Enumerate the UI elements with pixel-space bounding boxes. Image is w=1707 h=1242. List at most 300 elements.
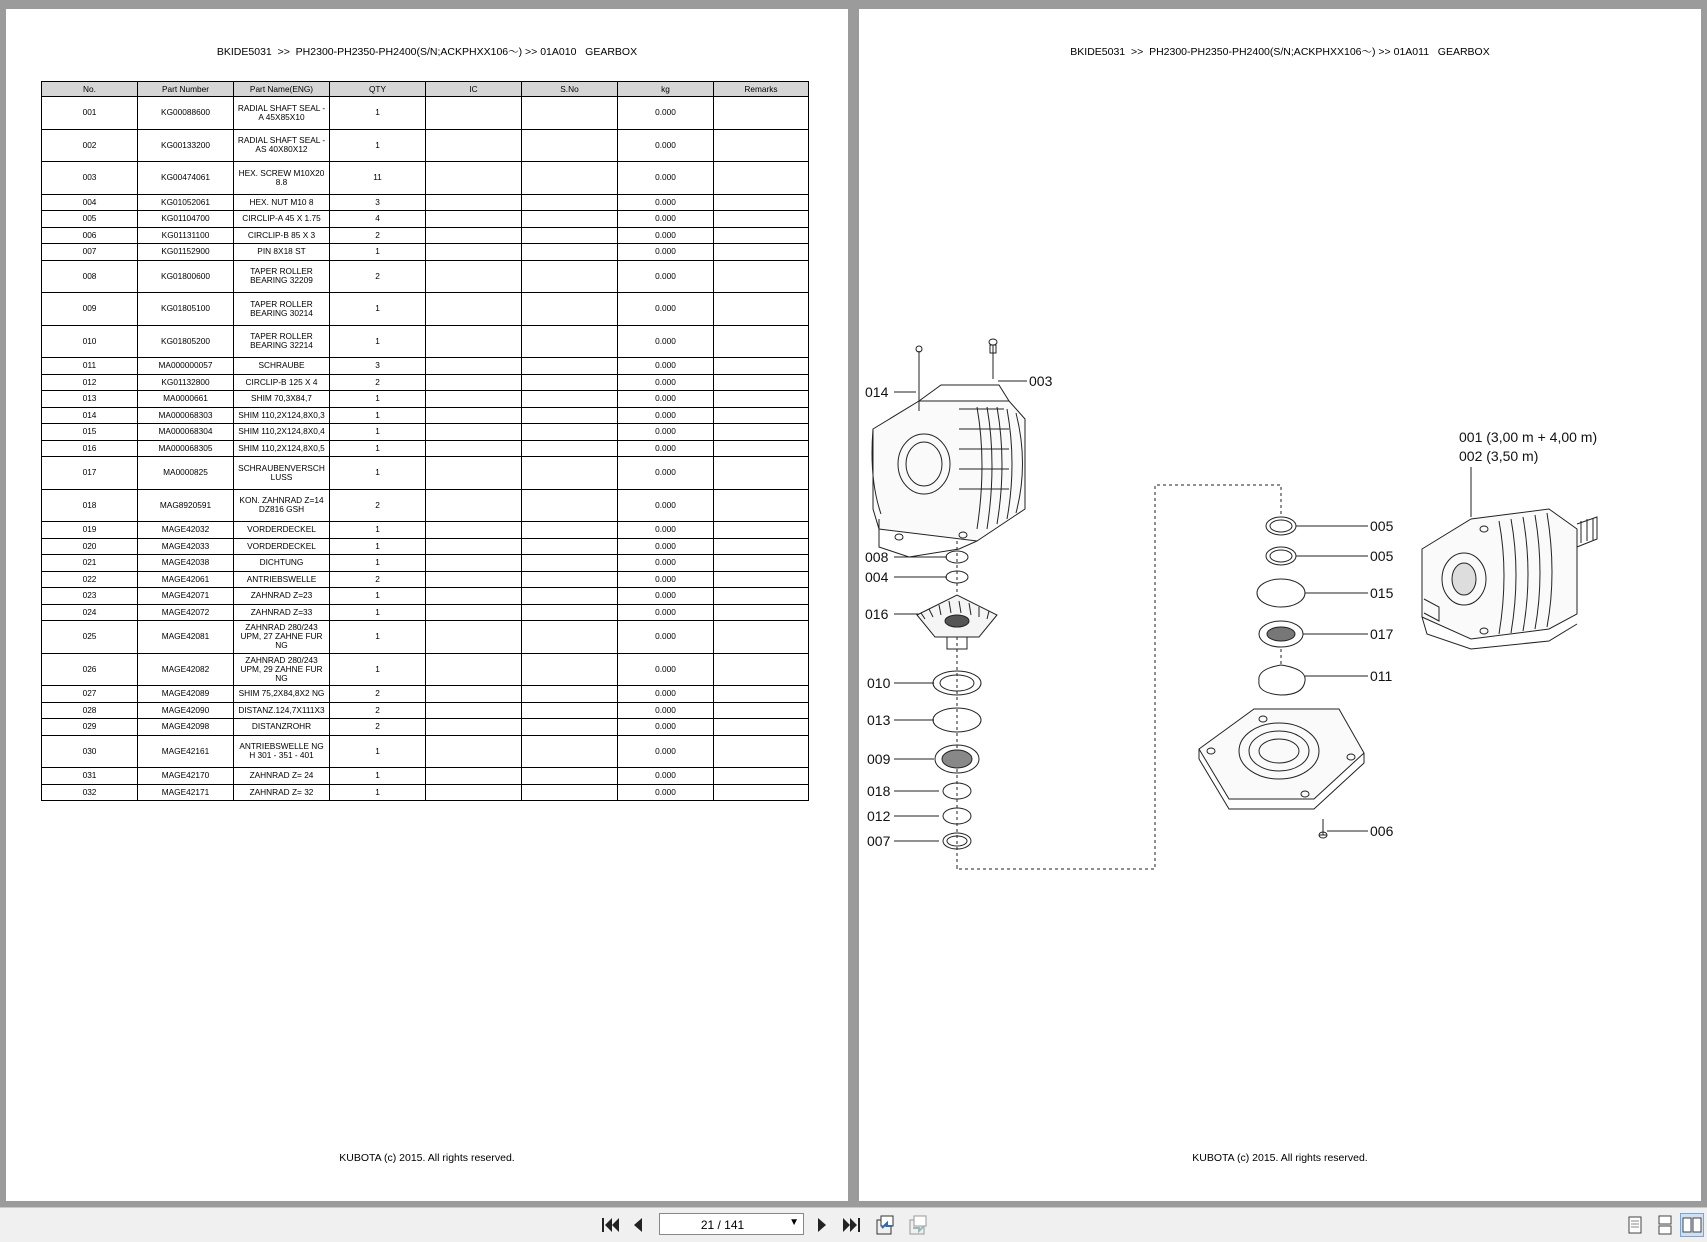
table-cell: 1 [330, 621, 426, 654]
table-cell [426, 260, 522, 293]
column-header: Remarks [714, 82, 809, 97]
table-cell: 4 [330, 211, 426, 228]
table-cell [714, 588, 809, 605]
table-cell: MA000000057 [138, 358, 234, 375]
table-cell: KG01152900 [138, 244, 234, 261]
table-cell: 0.000 [618, 768, 714, 785]
table-cell: MAGE42161 [138, 735, 234, 768]
table-cell [714, 621, 809, 654]
table-row [42, 768, 809, 785]
table-cell [522, 784, 618, 801]
callout-008: 008 [865, 549, 889, 565]
cover-plate-drawing [1199, 709, 1364, 809]
table-cell [522, 227, 618, 244]
table-cell [426, 538, 522, 555]
table-cell: 1 [330, 604, 426, 621]
table-cell [714, 768, 809, 785]
column-header: kg [618, 82, 714, 97]
table-cell: DICHTUNG [234, 555, 330, 572]
table-cell: DISTANZROHR [234, 719, 330, 736]
table-cell [522, 686, 618, 703]
table-cell: SHIM 75,2X84,8X2 NG [234, 686, 330, 703]
table-cell [426, 702, 522, 719]
table-row [42, 244, 809, 261]
callout-011: 011 [1370, 668, 1393, 684]
table-cell [426, 97, 522, 130]
table-cell: 021 [42, 555, 138, 572]
table-cell: 1 [330, 325, 426, 358]
table-cell: MAGE42038 [138, 555, 234, 572]
table-cell: MAGE42032 [138, 522, 234, 539]
table-cell [714, 522, 809, 539]
table-row [42, 391, 809, 408]
table-cell: 027 [42, 686, 138, 703]
table-cell: 1 [330, 653, 426, 686]
table-cell: CIRCLIP-A 45 X 1.75 [234, 211, 330, 228]
table-row [42, 407, 809, 424]
table-row [42, 604, 809, 621]
table-cell: MAG8920591 [138, 489, 234, 522]
table-cell [426, 571, 522, 588]
table-cell [522, 604, 618, 621]
table-cell: 0.000 [618, 358, 714, 375]
table-cell [714, 358, 809, 375]
table-cell: ZAHNRAD Z= 32 [234, 784, 330, 801]
table-cell: CIRCLIP-B 125 X 4 [234, 374, 330, 391]
table-cell [426, 686, 522, 703]
table-cell [714, 244, 809, 261]
table-cell [714, 489, 809, 522]
continuous-view-icon[interactable] [1653, 1213, 1677, 1237]
table-row [42, 588, 809, 605]
table-cell [522, 621, 618, 654]
table-cell [714, 129, 809, 162]
table-cell [714, 194, 809, 211]
table-cell: ANTRIEBSWELLE NG H 301 - 351 - 401 [234, 735, 330, 768]
table-cell [426, 784, 522, 801]
table-cell: 0.000 [618, 735, 714, 768]
table-cell [426, 457, 522, 490]
table-cell: MAGE42033 [138, 538, 234, 555]
table-cell: TAPER ROLLER BEARING 30214 [234, 293, 330, 326]
table-cell [714, 424, 809, 441]
parts-table [41, 81, 809, 801]
next-page-icon[interactable] [810, 1213, 834, 1237]
table-row [42, 457, 809, 490]
column-header: Part Number [138, 82, 234, 97]
table-cell: HEX. SCREW M10X20 8.8 [234, 162, 330, 195]
table-cell [522, 162, 618, 195]
table-cell [426, 325, 522, 358]
table-cell: MAGE42098 [138, 719, 234, 736]
table-cell: 024 [42, 604, 138, 621]
table-cell: ZAHNRAD 280/243 UPM, 27 ZAHNE FUR NG [234, 621, 330, 654]
table-cell [426, 653, 522, 686]
table-cell: 012 [42, 374, 138, 391]
table-cell: SHIM 110,2X124,8X0,5 [234, 440, 330, 457]
table-cell [522, 489, 618, 522]
table-cell: KG01805200 [138, 325, 234, 358]
left-page [6, 9, 848, 1201]
table-cell: VORDERDECKEL [234, 522, 330, 539]
table-cell [522, 293, 618, 326]
table-cell: 2 [330, 227, 426, 244]
table-cell [522, 768, 618, 785]
table-row [42, 784, 809, 801]
table-cell: 017 [42, 457, 138, 490]
callout-007: 007 [867, 833, 891, 849]
table-cell: 001 [42, 97, 138, 130]
table-cell [522, 194, 618, 211]
table-cell [522, 358, 618, 375]
table-cell: PIN 8X18 ST [234, 244, 330, 261]
table-cell: 029 [42, 719, 138, 736]
table-cell: 0.000 [618, 407, 714, 424]
table-cell: 2 [330, 489, 426, 522]
table-cell: 026 [42, 653, 138, 686]
callout-015: 015 [1370, 585, 1394, 601]
table-cell: 1 [330, 391, 426, 408]
callout-014: 014 [865, 384, 889, 400]
table-row [42, 571, 809, 588]
go-back-view-icon[interactable] [873, 1213, 897, 1237]
table-cell: 0.000 [618, 244, 714, 261]
table-cell: 0.000 [618, 227, 714, 244]
table-row [42, 325, 809, 358]
table-cell [426, 227, 522, 244]
table-cell: 022 [42, 571, 138, 588]
table-cell: MA000068304 [138, 424, 234, 441]
table-cell: 3 [330, 358, 426, 375]
table-cell [522, 424, 618, 441]
table-cell: 0.000 [618, 325, 714, 358]
table-body [42, 97, 809, 801]
table-cell: MAGE42072 [138, 604, 234, 621]
table-cell: 1 [330, 129, 426, 162]
table-cell: 2 [330, 702, 426, 719]
table-cell: 0.000 [618, 457, 714, 490]
table-cell: 002 [42, 129, 138, 162]
table-cell [714, 440, 809, 457]
table-cell: 003 [42, 162, 138, 195]
table-row [42, 358, 809, 375]
table-cell: 013 [42, 391, 138, 408]
table-cell [426, 293, 522, 326]
table-cell: MAGE42061 [138, 571, 234, 588]
table-cell: 004 [42, 194, 138, 211]
table-cell [522, 440, 618, 457]
callout-005-a: 005 [1370, 518, 1394, 534]
table-cell: HEX. NUT M10 8 [234, 194, 330, 211]
table-cell: CIRCLIP-B 85 X 3 [234, 227, 330, 244]
table-cell: 0.000 [618, 260, 714, 293]
gearbox-housing-drawing [872, 385, 1025, 557]
table-row [42, 129, 809, 162]
table-cell [714, 735, 809, 768]
table-row [42, 719, 809, 736]
callout-003: 003 [1029, 373, 1053, 389]
callout-017: 017 [1370, 626, 1394, 642]
callout-012: 012 [867, 808, 891, 824]
table-cell: 0.000 [618, 97, 714, 130]
table-cell: 023 [42, 588, 138, 605]
table-cell: 0.000 [618, 424, 714, 441]
table-cell: ZAHNRAD Z=33 [234, 604, 330, 621]
table-cell: KG01052061 [138, 194, 234, 211]
table-cell [426, 621, 522, 654]
table-cell: 1 [330, 440, 426, 457]
table-cell [714, 260, 809, 293]
table-cell [426, 768, 522, 785]
table-cell: 031 [42, 768, 138, 785]
table-cell [522, 391, 618, 408]
callout-006: 006 [1370, 823, 1394, 839]
table-cell: 0.000 [618, 686, 714, 703]
table-cell: MAGE42082 [138, 653, 234, 686]
table-cell [714, 571, 809, 588]
table-row [42, 522, 809, 539]
table-cell [522, 555, 618, 572]
table-cell: 014 [42, 407, 138, 424]
table-cell: 009 [42, 293, 138, 326]
table-cell [714, 162, 809, 195]
table-cell [426, 244, 522, 261]
table-cell: 016 [42, 440, 138, 457]
table-cell: MAGE42171 [138, 784, 234, 801]
table-cell [426, 735, 522, 768]
table-cell: 0.000 [618, 440, 714, 457]
table-cell [714, 555, 809, 572]
table-cell: ANTRIEBSWELLE [234, 571, 330, 588]
table-cell: ZAHNRAD Z= 24 [234, 768, 330, 785]
right-page-header: BKIDE5031 >> PH2300-PH2350-PH2400(S/N;ACKPHXX106～) >> 01A011 GEARBOX [1070, 46, 1490, 58]
table-cell: 2 [330, 260, 426, 293]
table-cell: 1 [330, 768, 426, 785]
bevel-gear-drawing [917, 595, 997, 649]
table-cell [426, 588, 522, 605]
table-cell: VORDERDECKEL [234, 538, 330, 555]
page-number-input[interactable] [659, 1213, 804, 1235]
table-cell: 1 [330, 424, 426, 441]
table-cell: 1 [330, 735, 426, 768]
table-cell [426, 719, 522, 736]
table-cell [714, 97, 809, 130]
table-cell: MAGE42170 [138, 768, 234, 785]
table-cell: ZAHNRAD 280/243 UPM, 29 ZAHNE FUR NG [234, 653, 330, 686]
callout-005-b: 005 [1370, 548, 1394, 564]
table-cell: SCHRAUBE [234, 358, 330, 375]
table-cell [522, 522, 618, 539]
table-cell [426, 391, 522, 408]
column-header: QTY [330, 82, 426, 97]
table-cell [522, 325, 618, 358]
table-header-row [42, 82, 809, 97]
table-cell: DISTANZ.124,7X111X3 [234, 702, 330, 719]
table-cell: 0.000 [618, 702, 714, 719]
column-header: Part Name(ENG) [234, 82, 330, 97]
table-row [42, 489, 809, 522]
table-cell: MA000068303 [138, 407, 234, 424]
table-cell [426, 358, 522, 375]
table-cell: 008 [42, 260, 138, 293]
table-cell: RADIAL SHAFT SEAL - AS 40X80X12 [234, 129, 330, 162]
gearbox-exploded-diagram [859, 9, 1701, 1201]
table-row [42, 162, 809, 195]
table-cell: 0.000 [618, 571, 714, 588]
table-cell [522, 374, 618, 391]
table-row [42, 653, 809, 686]
table-cell [522, 538, 618, 555]
table-cell [426, 604, 522, 621]
table-cell: 015 [42, 424, 138, 441]
table-cell [714, 407, 809, 424]
table-cell [714, 293, 809, 326]
table-cell: MAGE42089 [138, 686, 234, 703]
table-cell: 11 [330, 162, 426, 195]
table-cell: MAGE42071 [138, 588, 234, 605]
table-cell [522, 571, 618, 588]
table-cell: TAPER ROLLER BEARING 32209 [234, 260, 330, 293]
table-cell [714, 325, 809, 358]
table-row [42, 194, 809, 211]
assembled-gearbox-drawing [1422, 509, 1597, 649]
callout-016: 016 [865, 606, 889, 622]
table-cell: 028 [42, 702, 138, 719]
table-cell: 025 [42, 621, 138, 654]
chevron-down-icon[interactable]: ▼ [789, 1217, 799, 1228]
table-cell [714, 719, 809, 736]
table-cell [522, 260, 618, 293]
table-cell [522, 244, 618, 261]
table-row [42, 424, 809, 441]
callout-009: 009 [867, 751, 891, 767]
go-forward-view-icon[interactable] [906, 1213, 930, 1237]
table-cell: KG00088600 [138, 97, 234, 130]
table-cell: SHIM 110,2X124,8X0,4 [234, 424, 330, 441]
table-cell: 2 [330, 719, 426, 736]
table-cell [426, 407, 522, 424]
table-cell: RADIAL SHAFT SEAL - A 45X85X10 [234, 97, 330, 130]
column-header: No. [42, 82, 138, 97]
table-row [42, 293, 809, 326]
two-page-view-icon[interactable] [1680, 1213, 1704, 1237]
table-cell: 005 [42, 211, 138, 228]
table-cell [522, 457, 618, 490]
column-header: IC [426, 82, 522, 97]
table-cell: KG01104700 [138, 211, 234, 228]
column-header: S.No [522, 82, 618, 97]
table-cell: 0.000 [618, 719, 714, 736]
table-cell: 0.000 [618, 293, 714, 326]
table-cell: 010 [42, 325, 138, 358]
table-cell: 2 [330, 571, 426, 588]
page-indicator: 21 / 141 [700, 1218, 745, 1232]
table-cell: 0.000 [618, 784, 714, 801]
table-cell: 1 [330, 457, 426, 490]
table-cell: 0.000 [618, 374, 714, 391]
table-row [42, 538, 809, 555]
table-cell [714, 211, 809, 228]
right-page [859, 9, 1701, 1201]
left-page-header: BKIDE5031 >> PH2300-PH2350-PH2400(S/N;ACKPHXX106～) >> 01A010 GEARBOX [216, 46, 638, 58]
table-cell [426, 522, 522, 539]
table-cell [714, 374, 809, 391]
table-cell [522, 211, 618, 228]
last-page-icon[interactable] [840, 1213, 864, 1237]
table-cell [522, 653, 618, 686]
table-cell: 0.000 [618, 489, 714, 522]
table-cell: MAGE42081 [138, 621, 234, 654]
viewer-toolbar [0, 1207, 1707, 1242]
table-cell: 006 [42, 227, 138, 244]
table-cell: 2 [330, 374, 426, 391]
table-cell [522, 702, 618, 719]
table-cell [426, 489, 522, 522]
table-cell [522, 719, 618, 736]
table-cell: 1 [330, 784, 426, 801]
table-cell [426, 555, 522, 572]
table-cell [714, 784, 809, 801]
table-cell: SCHRAUBENVERSCH LUSS [234, 457, 330, 490]
table-cell: 007 [42, 244, 138, 261]
table-row [42, 97, 809, 130]
table-cell: KG00133200 [138, 129, 234, 162]
callout-004: 004 [865, 569, 889, 585]
table-cell [426, 194, 522, 211]
table-cell: 0.000 [618, 211, 714, 228]
prev-page-icon[interactable] [626, 1213, 650, 1237]
left-page-footer: KUBOTA (c) 2015. All rights reserved. [339, 1152, 515, 1164]
table-cell [714, 653, 809, 686]
table-cell [714, 604, 809, 621]
table-cell: KG01132800 [138, 374, 234, 391]
table-row [42, 702, 809, 719]
callout-018: 018 [867, 783, 891, 799]
table-cell: MA0000825 [138, 457, 234, 490]
table-cell [522, 129, 618, 162]
table-cell [714, 686, 809, 703]
table-cell: 020 [42, 538, 138, 555]
table-cell [426, 424, 522, 441]
table-row [42, 686, 809, 703]
table-cell: KG01805100 [138, 293, 234, 326]
table-cell [426, 440, 522, 457]
table-cell [522, 97, 618, 130]
table-cell: TAPER ROLLER BEARING 32214 [234, 325, 330, 358]
table-cell: 1 [330, 522, 426, 539]
table-cell: 0.000 [618, 604, 714, 621]
single-page-view-icon[interactable] [1623, 1213, 1647, 1237]
table-cell [426, 162, 522, 195]
first-page-icon[interactable] [598, 1213, 622, 1237]
table-cell: 1 [330, 244, 426, 261]
right-page-footer: KUBOTA (c) 2015. All rights reserved. [1192, 1152, 1368, 1164]
callout-010: 010 [867, 675, 891, 691]
table-cell: 0.000 [618, 555, 714, 572]
table-cell [426, 374, 522, 391]
table-cell [714, 391, 809, 408]
table-cell [426, 211, 522, 228]
table-cell [522, 735, 618, 768]
table-cell: 0.000 [618, 129, 714, 162]
table-cell: 0.000 [618, 391, 714, 408]
table-cell: 032 [42, 784, 138, 801]
table-cell: 0.000 [618, 162, 714, 195]
table-cell: 0.000 [618, 621, 714, 654]
table-cell [714, 457, 809, 490]
table-cell: 2 [330, 686, 426, 703]
table-cell: 1 [330, 293, 426, 326]
